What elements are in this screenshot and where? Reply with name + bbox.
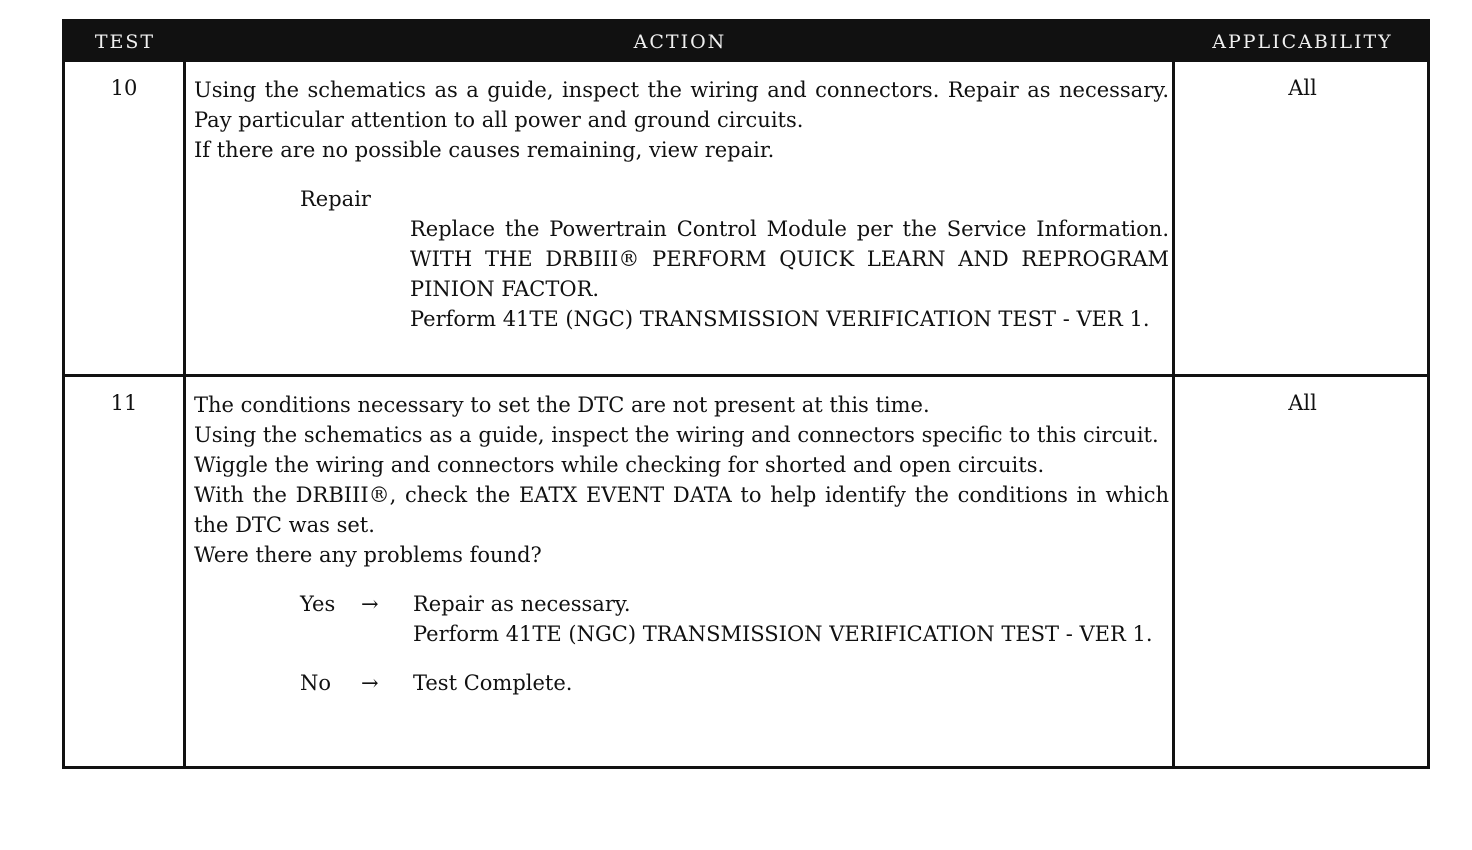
action-paragraph: Wiggle the wiring and connectors while checking for shorted and open circuits. [194, 453, 1045, 477]
header-action: ACTION [633, 31, 727, 53]
action-paragraph: With the DRBIII®, check the EATX EVENT DATA to help identify the conditions in which the DTC was set. [194, 483, 1169, 537]
choice-label: Yes [300, 592, 336, 616]
action-cell [194, 390, 1169, 698]
header-applicability: APPLICABILITY [1212, 31, 1393, 53]
header-test: TEST [94, 31, 156, 53]
table-row-test-11 [65, 377, 1427, 769]
action-paragraph: If there are no possible causes remaining, view repair. [194, 138, 775, 162]
choice-no [194, 668, 1169, 698]
action-question: Were there any problems found? [194, 543, 542, 567]
choice-yes [194, 589, 1169, 649]
action-paragraph: Using the schematics as a guide, inspect the wiring and connectors. Repair as necessary. Pay particular attention to all power and ground circuits. [194, 78, 1169, 132]
applicability-value: All [1288, 391, 1317, 415]
repair-block [194, 184, 1169, 334]
choice-instruction: Test Complete. [413, 671, 573, 695]
diagnostic-test-table [62, 19, 1430, 769]
action-paragraph: Using the schematics as a guide, inspect the wiring and connectors specific to this circuit. [194, 423, 1159, 447]
repair-label: Repair [300, 187, 371, 211]
repair-instruction: Replace the Powertrain Control Module per the Service Information. WITH THE DRBIII® PERFORM QUICK LEARN AND REPROGRAM PINION FACTOR. [410, 217, 1169, 301]
action-cell [194, 75, 1169, 334]
arrow-right-icon: → [361, 671, 379, 695]
table-row-test-10 [65, 62, 1427, 374]
arrow-right-icon: → [361, 592, 379, 616]
test-number: 10 [110, 76, 138, 100]
repair-instruction: Perform 41TE (NGC) TRANSMISSION VERIFICATION TEST - VER 1. [410, 307, 1150, 331]
test-number: 11 [110, 391, 138, 415]
applicability-value: All [1288, 76, 1317, 100]
table-header [65, 22, 1427, 62]
action-paragraph: The conditions necessary to set the DTC are not present at this time. [194, 393, 930, 417]
choice-instruction: Repair as necessary. [413, 592, 631, 616]
choice-instruction: Perform 41TE (NGC) TRANSMISSION VERIFICATION TEST - VER 1. [413, 622, 1153, 646]
choice-label: No [300, 671, 332, 695]
